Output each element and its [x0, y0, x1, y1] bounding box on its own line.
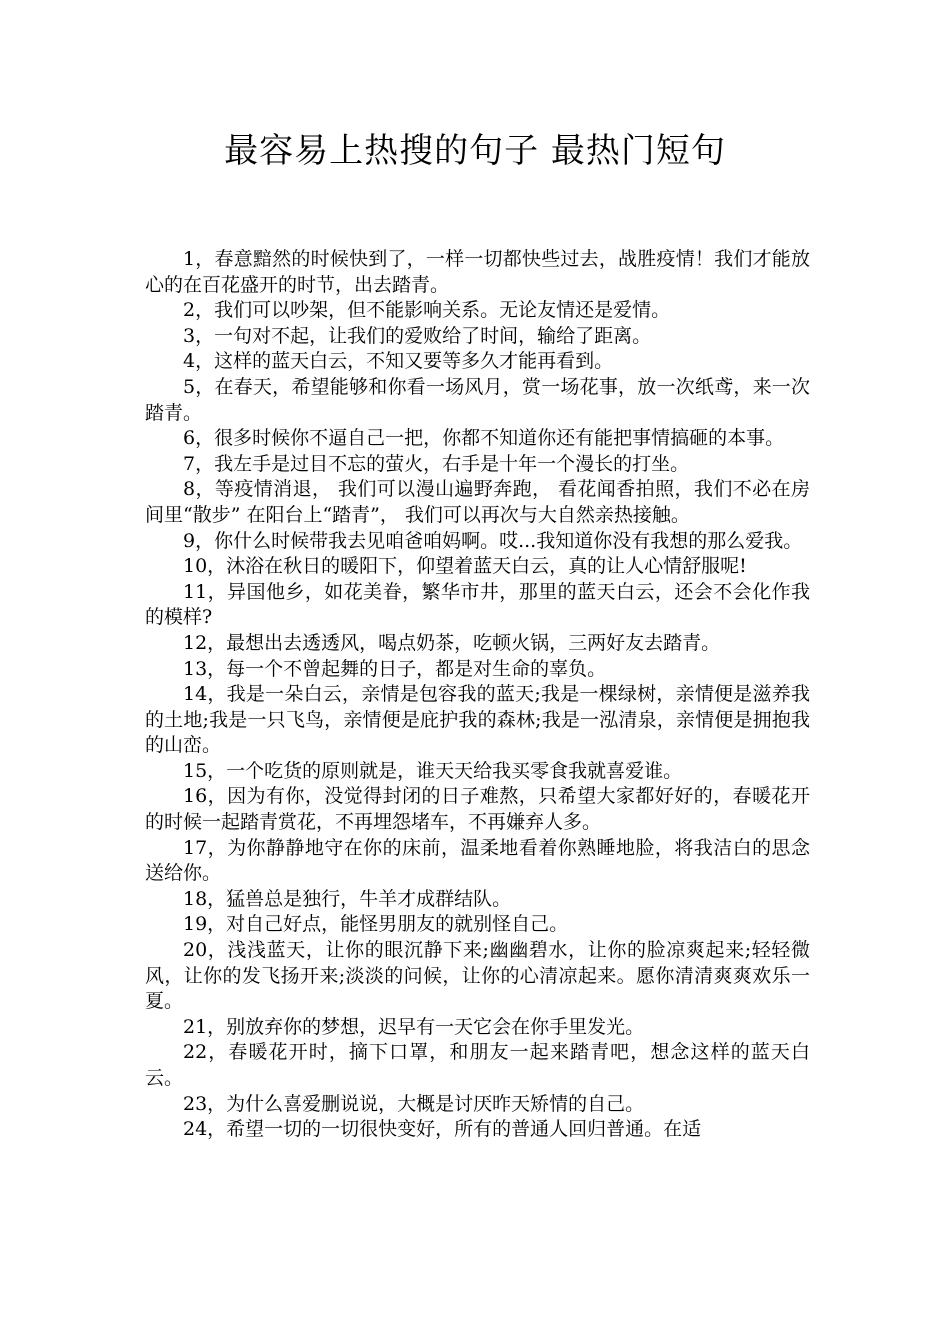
paragraph-13: 13，每一个不曾起舞的日子，都是对生命的辜负。 [183, 657, 607, 680]
paragraph-12: 12，最想出去透透风，喝点奶茶，吃顿火锅，三两好友去踏青。 [183, 631, 721, 654]
paragraph-5: 5，在春天，希望能够和你看一场风月，赏一场花事，放一次纸鸢，来一次踏青。 [145, 375, 810, 424]
paragraph-1: 1，春意黯然的时候快到了，一样一切都快些过去，战胜疫情！我们才能放心的在百花盛开的时节，出去踏青。 [145, 248, 810, 296]
paragraph-19: 19，对自己好点，能怪男朋友的就别怪自己。 [183, 913, 569, 936]
paragraph-16: 16，因为有你，没觉得封闭的日子难熬，只希望大家都好好的，春暖花开的时候一起踏青赏花，不再埋怨堵车，不再嫌弃人多。 [145, 785, 810, 834]
paragraph-22: 22，春暖花开时，摘下口罩，和朋友一起来踏青吧，想念这样的蓝天白云。 [145, 1041, 810, 1089]
paragraph-20: 20，浅浅蓝天，让你的眼沉静下来;幽幽碧水，让你的脸凉爽起来;轻轻微风，让你的发飞扬开来;淡淡的问候，让你的心清凉起来。愿你清清爽爽欢乐一夏。 [145, 939, 810, 1013]
paragraph-10: 10，沐浴在秋日的暖阳下，仰望着蓝天白云，真的让人心情舒服呢! [183, 555, 747, 578]
paragraph-9: 9，你什么时候带我去见咱爸咱妈啊。哎...我知道你没有我想的那么爱我。 [183, 529, 803, 552]
paragraph-3: 3，一句对不起，让我们的爱败给了时间，输给了距离。 [183, 324, 652, 347]
paragraph-18: 18，猛兽总是独行，牛羊才成群结队。 [183, 887, 512, 910]
document-body [145, 247, 810, 1143]
paragraph-7: 7，我左手是过目不忘的萤火，右手是十年一个漫长的打坐。 [183, 452, 690, 475]
paragraph-11: 11，异国他乡，如花美眷，繁华市井，那里的蓝天白云，还会不会化作我的模样? [145, 580, 810, 629]
paragraph-17: 17，为你静静地守在你的床前，温柔地看着你熟睡地脸，将我洁白的思念送给你。 [145, 836, 810, 885]
paragraph-14: 14，我是一朵白云，亲情是包容我的蓝天;我是一棵绿树，亲情便是滋养我的土地;我是一只飞鸟，亲情便是庇护我的森林;我是一泓清泉，亲情便是拥抱我的山峦。 [145, 683, 810, 757]
paragraph-6: 6，很多时候你不逼自己一把，你都不知道你还有能把事情搞砸的本事。 [183, 427, 785, 450]
page-title: 最容易上热搜的句子 最热门短句 [224, 131, 726, 171]
paragraph-21: 21，别放弃你的梦想，迟早有一天它会在你手里发光。 [183, 1015, 645, 1038]
paragraph-15: 15，一个吃货的原则就是，谁天天给我买零食我就喜爱谁。 [183, 759, 683, 782]
paragraph-4: 4，这样的蓝天白云，不知又要等多久才能再看到。 [183, 350, 614, 373]
paragraph-2: 2，我们可以吵架，但不能影响关系。无论友情还是爱情。 [183, 299, 671, 322]
paragraph-24: 24，希望一切的一切很快变好，所有的普通人回归普通。在适 [183, 1118, 702, 1141]
paragraph-23: 23，为什么喜爱删说说，大概是讨厌昨天矫情的自己。 [183, 1092, 645, 1115]
paragraph-8: 8，等疫情消退， 我们可以漫山遍野奔跑， 看花闻香拍照，我们不必在房间里“散步” 在阳台上“踏青”， 我们可以再次与大自然亲热接触。 [145, 478, 810, 526]
